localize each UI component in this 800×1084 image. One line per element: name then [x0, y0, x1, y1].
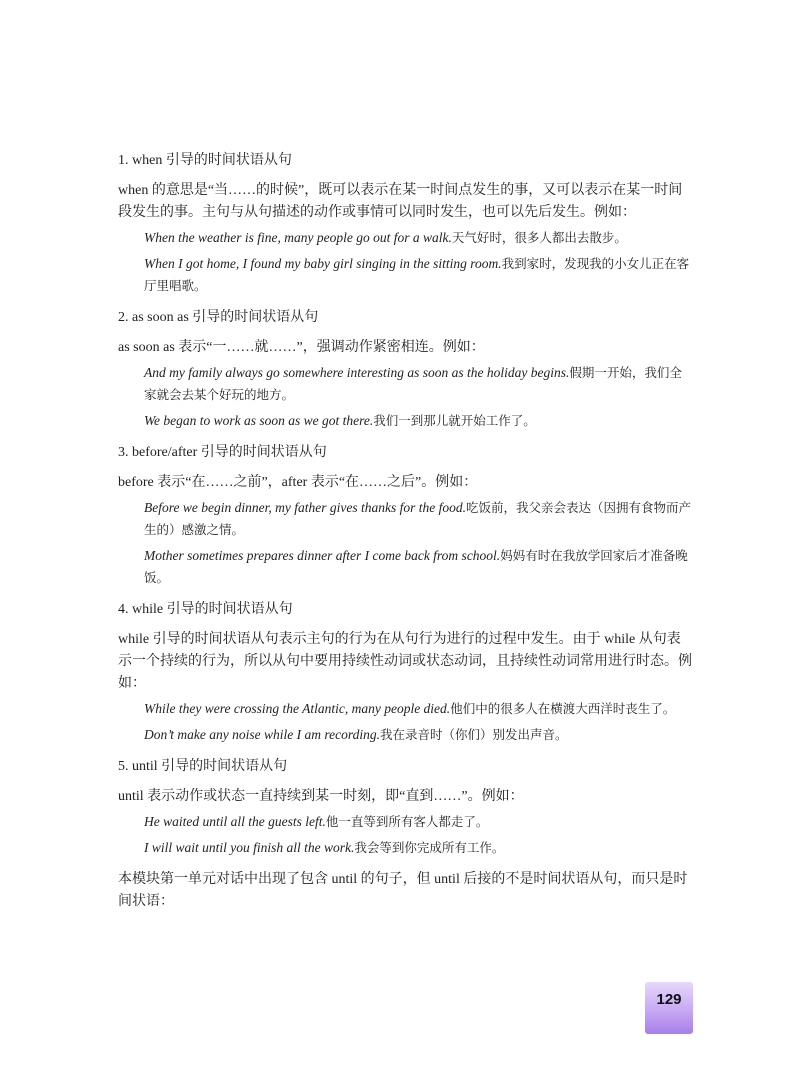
example-english: We began to work as soon as we got there. — [144, 413, 374, 428]
example-english: Before we begin dinner, my father gives thanks for the food. — [144, 500, 466, 515]
example-sentence — [144, 698, 694, 720]
example-sentence — [144, 227, 694, 249]
example-sentence — [144, 724, 694, 746]
example-english: And my family always go somewhere interesting as soon as the holiday begins. — [144, 365, 570, 380]
section-intro: as soon as 表示“一……就……”，强调动作紧密相连。例如： — [118, 340, 485, 355]
example-sentence — [144, 497, 694, 541]
example-chinese: 我们一到那儿就开始工作了。 — [373, 413, 536, 428]
example-sentence — [144, 811, 694, 833]
section-until — [118, 756, 694, 859]
example-english: While they were crossing the Atlantic, many people died. — [144, 701, 451, 716]
section-intro: when 的意思是“当……的时候”，既可以表示在某一时间点发生的事，又可以表示在某一时间段发生的事。主句与从句描述的动作或事情可以同时发生，也可以先后发生。例如： — [118, 183, 683, 220]
example-sentence — [144, 410, 694, 432]
example-chinese: 他们中的很多人在横渡大西洋时丧生了。 — [450, 701, 676, 716]
section-heading: 1. when 引导的时间状语从句 — [118, 153, 292, 168]
section-heading: 5. until 引导的时间状语从句 — [118, 759, 288, 774]
example-english: He waited until all the guests left. — [144, 814, 326, 829]
section-intro: before 表示“在……之前”，after 表示“在……之后”。例如： — [118, 475, 478, 490]
example-chinese: 我到家时，发现我的小女儿正在客厅里唱歌。 — [144, 256, 690, 293]
section-heading: 4. while 引导的时间状语从句 — [118, 602, 293, 617]
page-number: 129 — [656, 991, 682, 1008]
example-sentence — [144, 837, 694, 859]
example-chinese: 他一直等到所有客人都走了。 — [325, 814, 489, 829]
example-english: When I got home, I found my baby girl singing in the sitting room. — [144, 256, 502, 271]
example-chinese: 我在录音时（你们）别发出声音。 — [379, 727, 568, 742]
example-english: I will wait until you finish all the work. — [144, 840, 355, 855]
section-when — [118, 150, 694, 297]
example-chinese: 吃饭前，我父亲会表达（因拥有食物而产生的）感激之情。 — [144, 500, 691, 537]
example-chinese: 天气好时，很多人都出去散步。 — [451, 230, 627, 245]
example-chinese: 我会等到你完成所有工作。 — [354, 840, 505, 855]
page-number-tab — [645, 982, 693, 1034]
example-sentence — [144, 253, 694, 297]
section-heading: 3. before/after 引导的时间状语从句 — [118, 445, 327, 460]
example-english: Don’t make any noise while I am recording. — [144, 727, 380, 742]
section-as-soon-as — [118, 307, 694, 432]
example-sentence — [144, 545, 694, 589]
section-intro: until 表示动作或状态一直持续到某一时刻，即“直到……”。例如： — [118, 789, 524, 804]
page-content — [118, 150, 694, 913]
example-chinese: 妈妈有时在我放学回家后才准备晚饭。 — [144, 548, 688, 585]
section-heading: 2. as soon as 引导的时间状语从句 — [118, 310, 319, 325]
example-english: When the weather is fine, many people go out for a walk. — [144, 230, 452, 245]
section-before-after — [118, 442, 694, 589]
section-intro: while 引导的时间状语从句表示主句的行为在从句行为进行的过程中发生。由于 while 从句表示一个持续的行为，所以从句中要用持续性动词或状态动词，且持续性动词常用进行时态。例如： — [118, 632, 692, 691]
section-while — [118, 599, 694, 746]
example-sentence — [144, 362, 694, 406]
closing-paragraph: 本模块第一单元对话中出现了包含 until 的句子，但 until 后接的不是时间状语从句，而只是时间状语： — [118, 872, 688, 909]
example-english: Mother sometimes prepares dinner after I come back from school. — [144, 548, 501, 563]
example-chinese: 假期一开始，我们全家就会去某个好玩的地方。 — [144, 365, 682, 402]
